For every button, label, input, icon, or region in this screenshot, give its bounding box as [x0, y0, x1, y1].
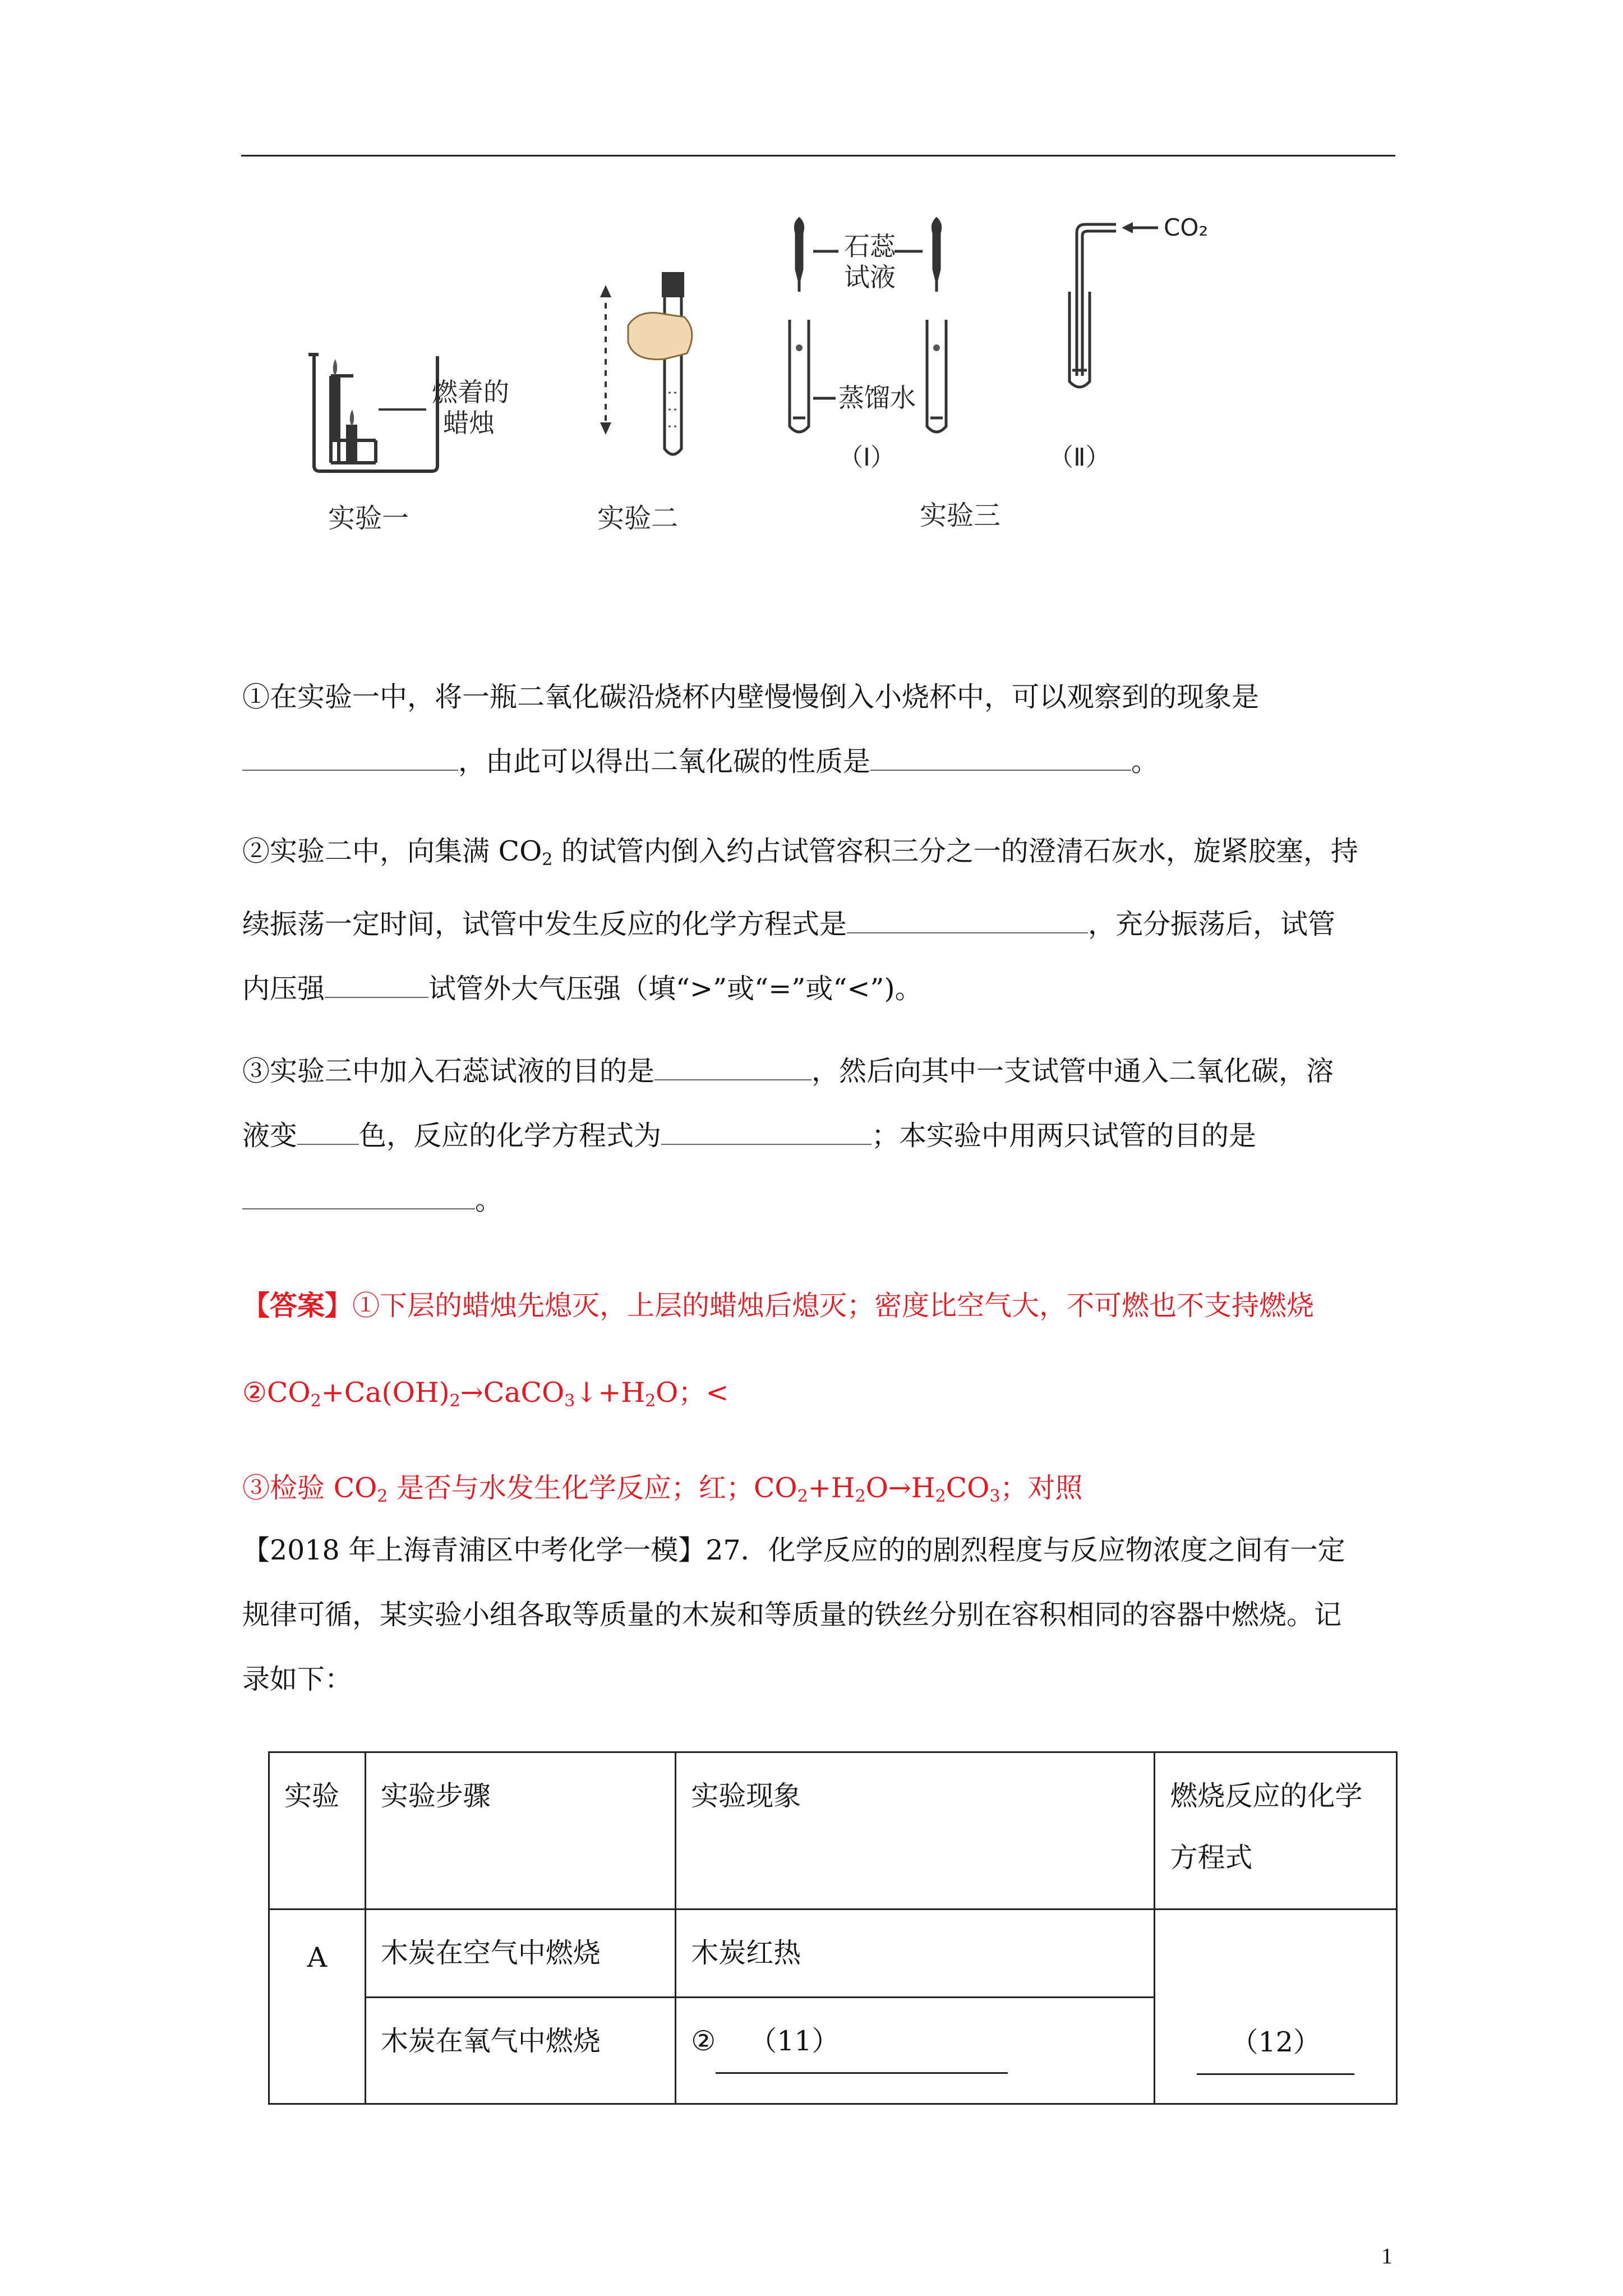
answer-blank[interactable]	[661, 1118, 872, 1145]
label-exp3: 实验三	[920, 500, 1001, 531]
page-number: 1	[1381, 2243, 1393, 2269]
label-exp2: 实验二	[597, 503, 679, 534]
question-3-line-3: 。	[242, 1168, 1398, 1232]
label-burning-candle-2: 蜡烛	[443, 408, 495, 438]
answer-line-1: 【答案】①下层的蜡烛先熄灭，上层的蜡烛后熄灭；密度比空气大，不可燃也不支持燃烧	[242, 1289, 1315, 1322]
answer-line-3: ③检验 $CO_2$ 是否与水发生化学反应；红；$CO_2+H_2O\to H_2CO_3$；对照	[242, 1472, 1083, 1506]
label-distilled-water: 蒸馏水	[838, 383, 916, 413]
table-cell: 木炭在氧气中燃烧	[365, 1998, 675, 2104]
table-cell-equation	[1155, 1910, 1397, 2104]
table-header-cell: 实验现象	[676, 1752, 1155, 1910]
question-1-line-2: ，由此可以得出二氧化碳的性质是 。	[242, 729, 1398, 794]
flame-icon	[333, 359, 338, 376]
question-1	[242, 665, 1398, 794]
answer-blank[interactable]	[870, 744, 1131, 771]
question-3-line-1: ③实验三中加入石蕊试液的目的是 ，然后向其中一支试管中通入二氧化碳，溶	[242, 1039, 1398, 1103]
question-1-line-1: ①在实验一中，将一瓶二氧化碳沿烧杯内壁慢慢倒入小烧杯中，可以观察到的现象是	[242, 681, 1260, 713]
label-litmus-2: 试液	[844, 262, 896, 292]
experiment-figure	[292, 208, 1391, 555]
table-header-cell: 实验	[269, 1752, 366, 1910]
question-2-line-1: ②实验二中，向集满 $CO_2$ 的试管内倒入约占试管容积三分之一的澄清石灰水，旋紧胶塞，持	[242, 835, 1358, 869]
question-3-line-2: 液变 色，反应的化学方程式为 ；本实验中用两只试管的目的是	[242, 1103, 1398, 1168]
experiment-table	[268, 1751, 1398, 2105]
table-header-row	[269, 1752, 1397, 1910]
question-2	[242, 819, 1398, 1021]
label-litmus-1: 石蕊	[844, 231, 896, 261]
label-co2: CO₂	[1164, 214, 1209, 241]
table-row	[269, 1910, 1397, 1998]
exp3-co2-tube-drawing	[1069, 224, 1158, 387]
label-burning-candle-1: 燃着的	[432, 377, 509, 407]
table-header-cell: 燃烧反应的化学方程式	[1155, 1752, 1397, 1910]
answer-blank[interactable]	[242, 1182, 475, 1209]
exp1-beaker-drawing	[308, 355, 437, 471]
question-27	[242, 1518, 1398, 1711]
question-27-line-1: 【2018 年上海青浦区中考化学一模】27．化学反应的的剧烈程度与反应物浓度之间有一定	[242, 1534, 1345, 1566]
header-rule	[241, 155, 1395, 157]
answer-blank[interactable]	[325, 971, 428, 998]
question-27-line-2: 规律可循，某实验小组各取等质量的木炭和等质量的铁丝分别在容积相同的容器中燃烧。记	[242, 1599, 1342, 1631]
answer-blank[interactable]	[297, 1118, 359, 1145]
flame-icon	[350, 409, 354, 426]
label-tube-II: （Ⅱ）	[1049, 443, 1110, 472]
table-cell: 木炭在空气中燃烧	[365, 1910, 675, 1998]
question-3	[242, 1039, 1398, 1232]
answer-blank[interactable]	[847, 907, 1088, 933]
table-cell: ② （11）	[676, 1998, 1155, 2104]
answer-blank[interactable]	[654, 1053, 811, 1080]
answer-line-2: $②CO_2+Ca(OH)_2\to CaCO_3↓+H_2O$；<	[242, 1377, 729, 1411]
exp2-tube-drawing	[600, 272, 692, 454]
label-exp1: 实验一	[328, 503, 409, 534]
table-cell: 木炭红热	[676, 1910, 1155, 1998]
answer-block	[242, 1262, 1398, 1540]
table-header-cell: 实验步骤	[365, 1752, 675, 1910]
phenomenon-blank[interactable]: （11）	[716, 2010, 1007, 2074]
equation-blank[interactable]: （12）	[1197, 2012, 1354, 2075]
answer-blank[interactable]	[242, 744, 458, 771]
table-cell-experiment-a: A	[269, 1910, 366, 2104]
question-27-line-3: 录如下：	[242, 1663, 353, 1695]
question-2-line-3: 内压强 试管外大气压强（填“>”或“=”或“<”)。	[242, 956, 1398, 1021]
question-2-line-2: 续振荡一定时间，试管中发生反应的化学方程式是 ，充分振荡后，试管	[242, 892, 1398, 956]
label-tube-I: （Ⅰ）	[838, 443, 895, 472]
